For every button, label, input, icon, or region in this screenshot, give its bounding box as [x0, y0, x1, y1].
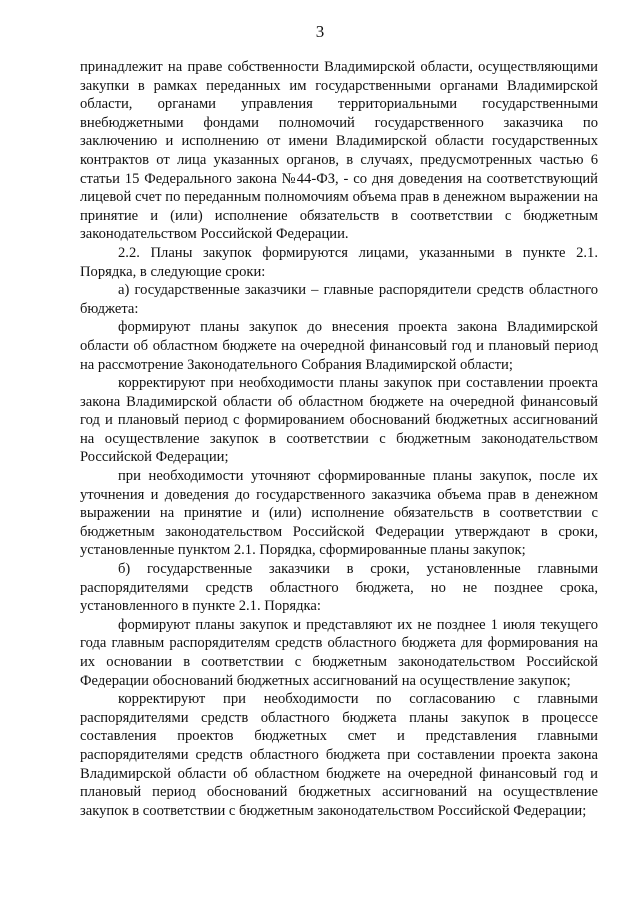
- paragraph-a-form: формируют планы закупок до внесения проекта закона Владимирской области об областном бюджете на очередной финансовый год и плановый период на рассмотрение Законодательного Собрания Владимирской области;: [80, 319, 598, 373]
- paragraph-b-correct: корректируют при необходимости по согласованию с главными распорядителями средств областного бюджета планы закупок в процессе составления проектов бюджетных смет и представления главными распорядителями средств областного бюджета при составлении проекта закона Владимирской области об областном бюджете на очередной финансовый год и плановый период обоснований бюджетных ассигнований на осуществление закупок в соответствии с бюджетным законодательством Российской Федерации;: [80, 691, 598, 819]
- paragraph-item-a: а) государственные заказчики – главные распорядители средств областного бюджета:: [80, 282, 598, 317]
- document-body: [80, 58, 598, 820]
- paragraph-a-refine: при необходимости уточняют сформированные планы закупок, после их уточнения и доведения до государственного заказчика объема прав в денежном выражении на принятие и (или) исполнение обязательств в соответствии с бюджетным законодательством Российской Федерации утверждают в сроки, установленные пунктом 2.1. Порядка, сформированные планы закупок;: [80, 468, 598, 559]
- paragraph-2-2: 2.2. Планы закупок формируются лицами, указанными в пункте 2.1. Порядка, в следующие сроки:: [80, 244, 598, 280]
- paragraph-a-correct: корректируют при необходимости планы закупок при составлении проекта закона Владимирской области об областном бюджете на очередной финансовый год и плановый период с формированием обоснований бюджетных ассигнований на осуществление закупок в соответствии с бюджетным законодательством Российской Федерации;: [80, 375, 598, 466]
- paragraph-b-form: формируют планы закупок и представляют их не позднее 1 июля текущего года главным распорядителям средств областного бюджета для формирования на их основании в соответствии с бюджетным законодательством Российской Федерации обоснований бюджетных ассигнований на осуществление закупок;: [80, 616, 598, 689]
- paragraph-continuation: принадлежит на праве собственности Владимирской области, осуществляющими закупки в рамках переданных им государственными органами Владимирской области, органами управления территориальными государственными внебюджетными фондами полномочий государственного заказчика по заключению и исполнению от имени Владимирской области государственных контрактов от лица указанных органов, в случаях, предусмотренных частью 6 статьи 15 Федерального закона №44-ФЗ, - со дня доведения на соответствующий лицевой счет по переданным полномочиям объема прав в денежном выражении на принятие и (или) исполнение обязательств в соответствии с бюджетным законодательством Российской Федерации.: [80, 59, 598, 243]
- page-number: 3: [315, 22, 325, 41]
- paragraph-item-b: б) государственные заказчики в сроки, установленные главными распорядителями средств областного бюджета, но не позднее срока, установленного в пункте 2.1. Порядка:: [80, 561, 598, 615]
